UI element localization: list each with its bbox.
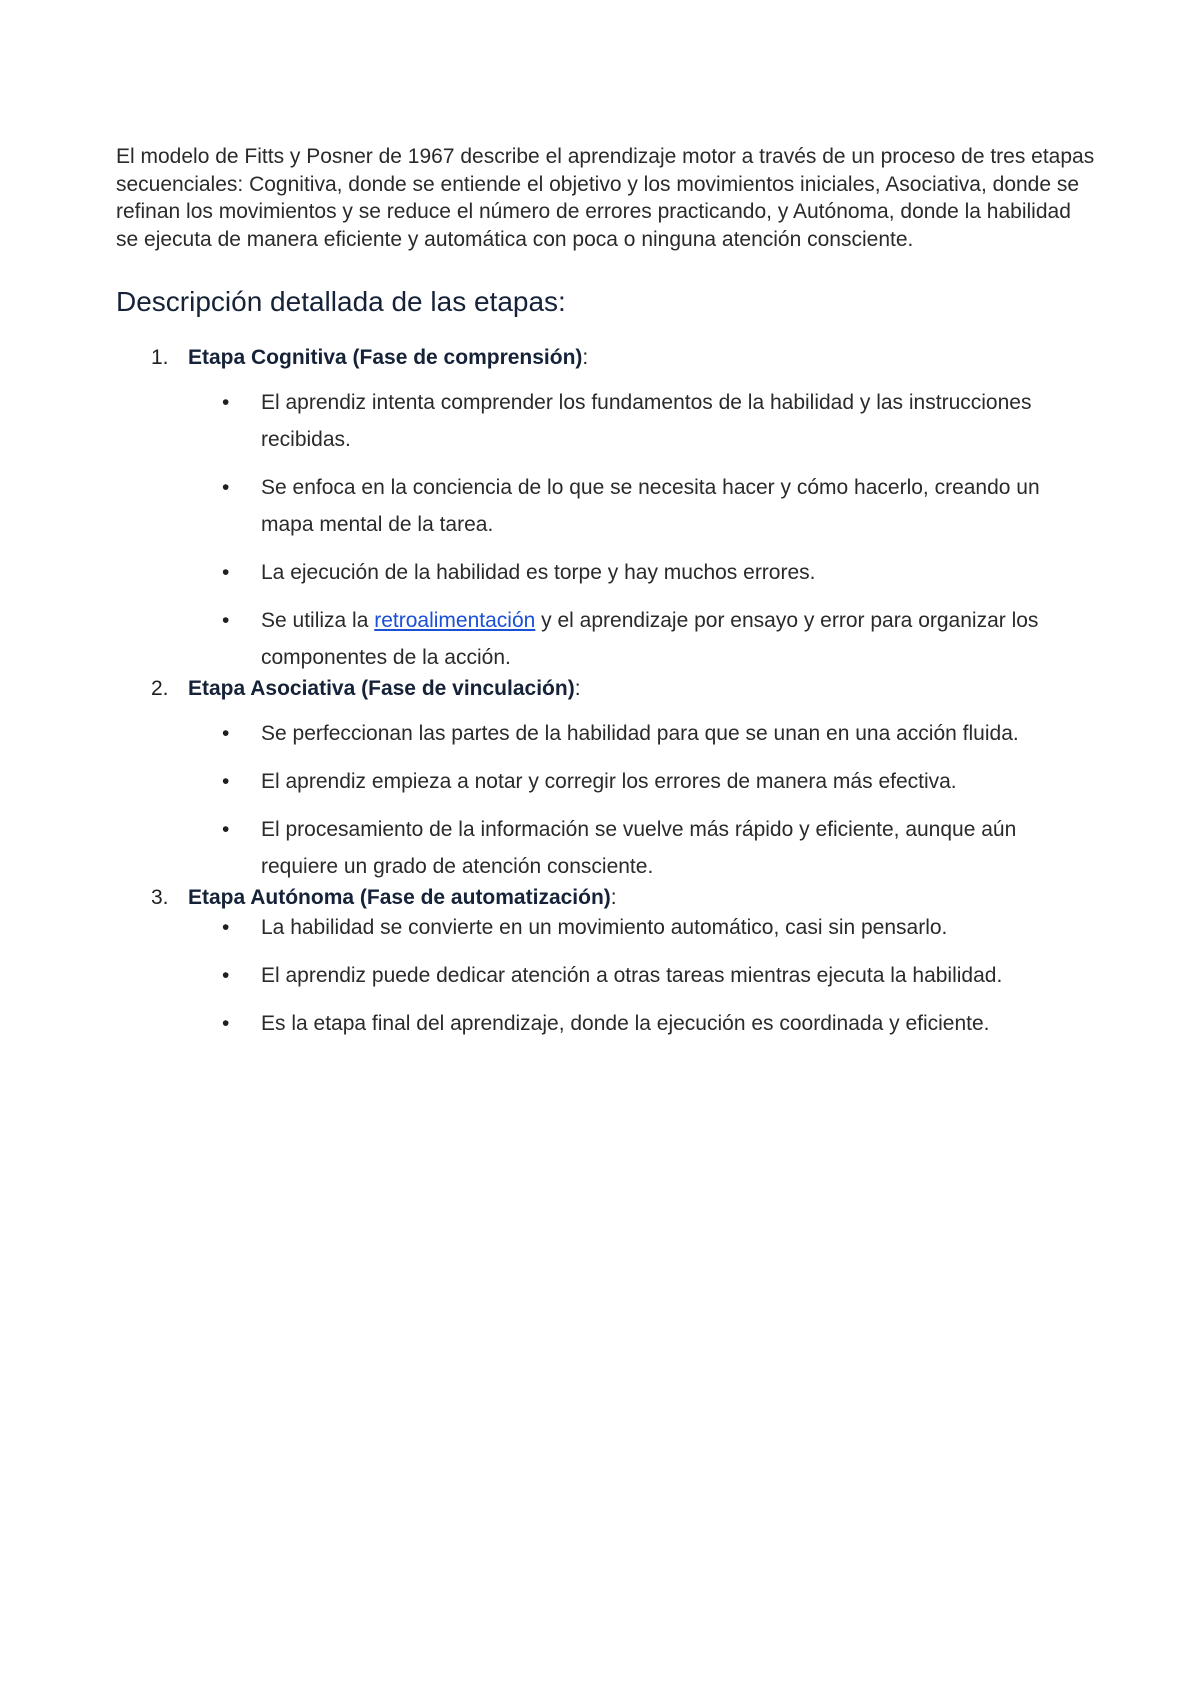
stage-title: Etapa Cognitiva (Fase de comprensión) <box>188 346 583 370</box>
document-page <box>116 143 1096 1042</box>
bullet-list <box>188 909 1096 1042</box>
bullet-icon: • <box>222 609 230 633</box>
stage-number: 3. <box>151 886 169 910</box>
list-item-text: El aprendiz empieza a notar y corregir los errores de manera más efectiva. <box>261 770 957 794</box>
bullet-icon: • <box>222 818 230 842</box>
intro-paragraph: El modelo de Fitts y Posner de 1967 describe el aprendizaje motor a través de un proceso de tres etapas secuenciales: Cognitiva, donde se entiende el objetivo y los movimientos iniciales, Asociativa, donde se refinan los movimientos y se reduce el número de errores practicando, y Autónoma, donde la habilidad se ejecuta de manera eficiente y automática con poca o ninguna atención consciente. <box>116 145 1095 251</box>
list-item <box>188 469 1096 543</box>
bullet-icon: • <box>222 476 230 500</box>
bullet-icon: • <box>222 964 230 988</box>
list-item-text: El aprendiz puede dedicar atención a otras tareas mientras ejecuta la habilidad. <box>261 964 1003 988</box>
list-item <box>188 384 1096 458</box>
stage-number: 1. <box>151 346 169 370</box>
list-item-text: Se perfeccionan las partes de la habilidad para que se unan en una acción fluida. <box>261 722 1019 746</box>
list-item <box>188 715 1096 752</box>
stage-cognitive <box>116 343 1096 676</box>
list-item <box>188 1005 1096 1042</box>
bullet-icon: • <box>222 1012 230 1036</box>
stage-associative <box>116 674 1096 885</box>
stage-title-line <box>188 343 1096 373</box>
bullet-icon: • <box>222 391 230 415</box>
bullet-icon: • <box>222 561 230 585</box>
retroalimentacion-link[interactable]: retroalimentación <box>374 609 536 633</box>
bullet-icon: • <box>222 770 230 794</box>
stage-title-colon: : <box>582 346 589 370</box>
section-heading: Descripción detallada de las etapas: <box>116 286 566 318</box>
list-item <box>188 554 1096 591</box>
list-item-text: Es la etapa final del aprendizaje, donde la ejecución es coordinada y eficiente. <box>261 1012 990 1036</box>
bullet-list <box>188 715 1096 885</box>
stage-title-colon: : <box>574 677 581 701</box>
list-item-text: El procesamiento de la información se vuelve más rápido y eficiente, aunque aún requiere un grado de atención consciente. <box>261 818 1017 879</box>
list-item-text-before-link: Se utiliza la <box>261 609 375 633</box>
list-item <box>188 602 1096 676</box>
stages-list <box>116 343 1096 1042</box>
stage-title-colon: : <box>610 886 617 910</box>
bullet-icon: • <box>222 722 230 746</box>
list-item <box>188 811 1096 885</box>
stage-number: 2. <box>151 677 169 701</box>
list-item-text-after-link: y el aprendizaje por ensayo y error para organizar los componentes de la acción. <box>261 609 1039 670</box>
list-item <box>188 957 1096 994</box>
list-item-text: La ejecución de la habilidad es torpe y hay muchos errores. <box>261 561 816 585</box>
list-item <box>188 763 1096 800</box>
list-item <box>188 909 1096 946</box>
stage-title: Etapa Asociativa (Fase de vinculación) <box>188 677 575 701</box>
stage-title-line <box>188 674 1096 704</box>
list-item-text: El aprendiz intenta comprender los fundamentos de la habilidad y las instrucciones recibidas. <box>261 391 1032 452</box>
list-item-text: Se enfoca en la conciencia de lo que se necesita hacer y cómo hacerlo, creando un mapa mental de la tarea. <box>261 476 1040 537</box>
bullet-list <box>188 384 1096 676</box>
stage-autonomous <box>116 883 1096 1042</box>
stage-title: Etapa Autónoma (Fase de automatización) <box>188 886 611 910</box>
bullet-icon: • <box>222 916 230 940</box>
list-item-text: La habilidad se convierte en un movimiento automático, casi sin pensarlo. <box>261 916 948 940</box>
